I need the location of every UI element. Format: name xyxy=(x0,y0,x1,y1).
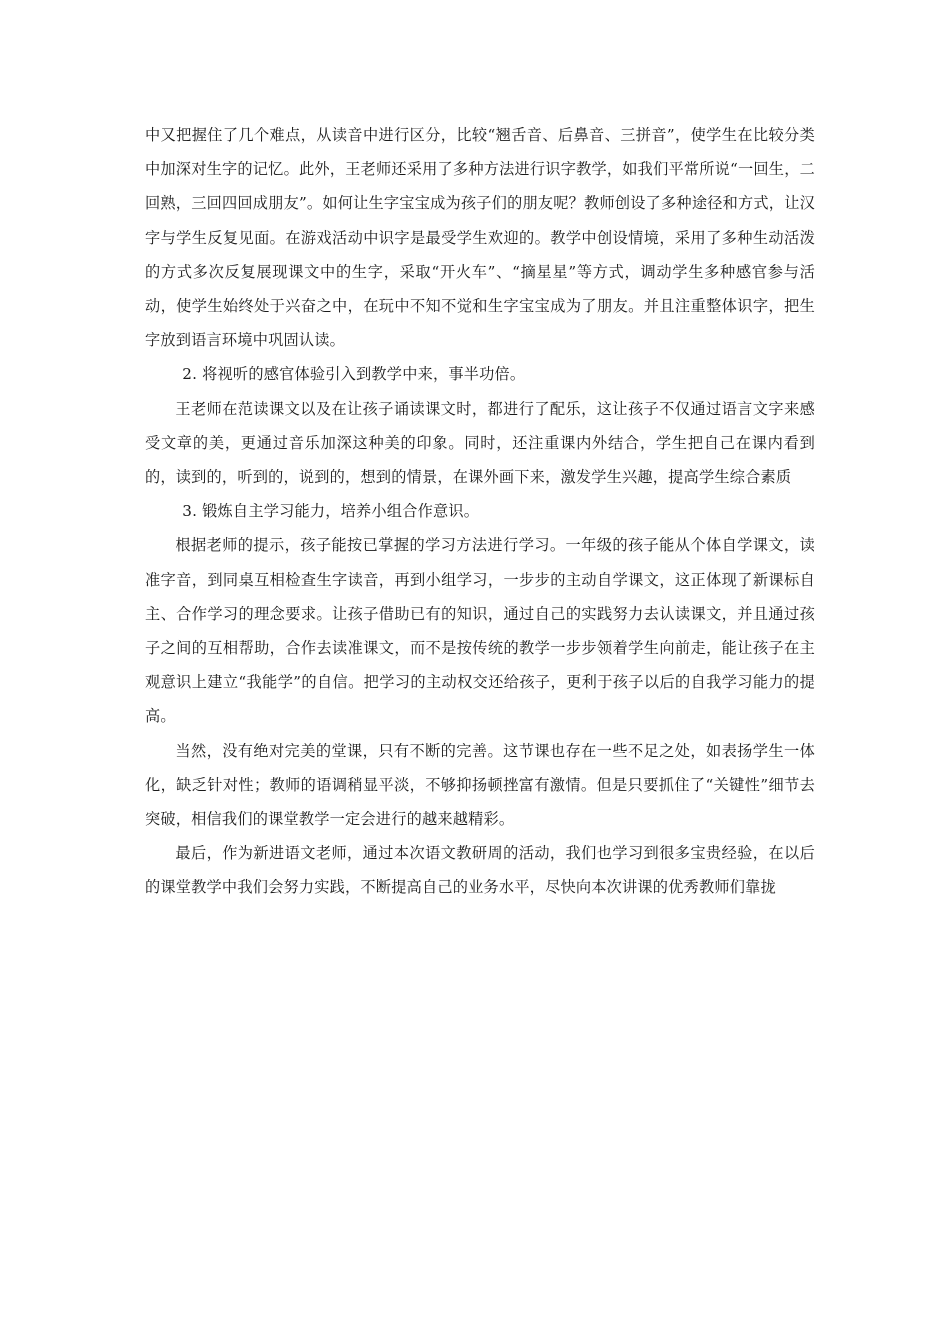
paragraph-audiovisual: 王老师在范读课文以及在让孩子诵读课文时，都进行了配乐，这让孩子不仅通过语言文字来感受文章的美，更通过音乐加深这种美的印象。同时，还注重课内外结合，学生把自己在课内看到的，读到的，听到的，说到的，想到的情景，在课外画下来，激发学生兴趣，提高学生综合素质 xyxy=(145,399,815,487)
paragraph-conclusion: 最后，作为新进语文老师，通过本次语文教研周的活动，我们也学习到很多宝贵经验，在以后的课堂教学中我们会努力实践，不断提高自己的业务水平，尽快向本次讲课的优秀教师们靠拢 xyxy=(145,844,815,897)
numbered-point-2-heading: 2. 将视听的感官体验引入到教学中来，事半功倍。 xyxy=(182,365,526,384)
paragraph-literacy-methods: 中又把握住了几个难点，从读音中进行区分，比较“翘舌音、后鼻音、三拼音”，使学生在比较分类中加深对生字的记忆。此外，王老师还采用了多种方法进行识字教学，如我们平常所说“一回生，二回熟，三回四回成朋友”。如何让生字宝宝成为孩子们的朋友呢？教师创设了多种途径和方式，让汉字与学生反复见面。在游戏活动中识字是最受学生欢迎的。教学中创设情境，采用了多种生动活泼的方式多次反复展现课文中的生字，采取“开火车”、“摘星星”等方式，调动学生多种感官参与活动，使学生始终处于兴奋之中，在玩中不知不觉和生字宝宝成为了朋友。并且注重整体识字，把生字放到语言环境中巩固认读。 xyxy=(145,126,815,350)
paragraph-shortcomings: 当然，没有绝对完美的堂课，只有不断的完善。这节课也存在一些不足之处，如表扬学生一体化，缺乏针对性；教师的语调稍显平淡，不够抑扬顿挫富有激情。但是只要抓住了“关键性”细节去突破，相信我们的课堂教学一定会进行的越来越精彩。 xyxy=(145,741,815,829)
numbered-point-3-heading: 3. 锻炼自主学习能力，培养小组合作意识。 xyxy=(182,502,480,521)
paragraph-self-study: 根据老师的提示，孩子能按已掌握的学习方法进行学习。一年级的孩子能从个体自学课文，读准字音，到同桌互相检查生字读音，再到小组学习，一步步的主动自学课文，这正体现了新课标自主、合作学习的理念要求。让孩子借助已有的知识，通过自己的实践努力去认读课文，并且通过孩子之间的互相帮助，合作去读准课文，而不是按传统的教学一步步领着学生向前走，能让孩子在主观意识上建立“我能学”的自信。把学习的主动权交还给孩子，更利于孩子以后的自我学习能力的提高。 xyxy=(145,536,815,726)
document-body xyxy=(145,118,815,905)
